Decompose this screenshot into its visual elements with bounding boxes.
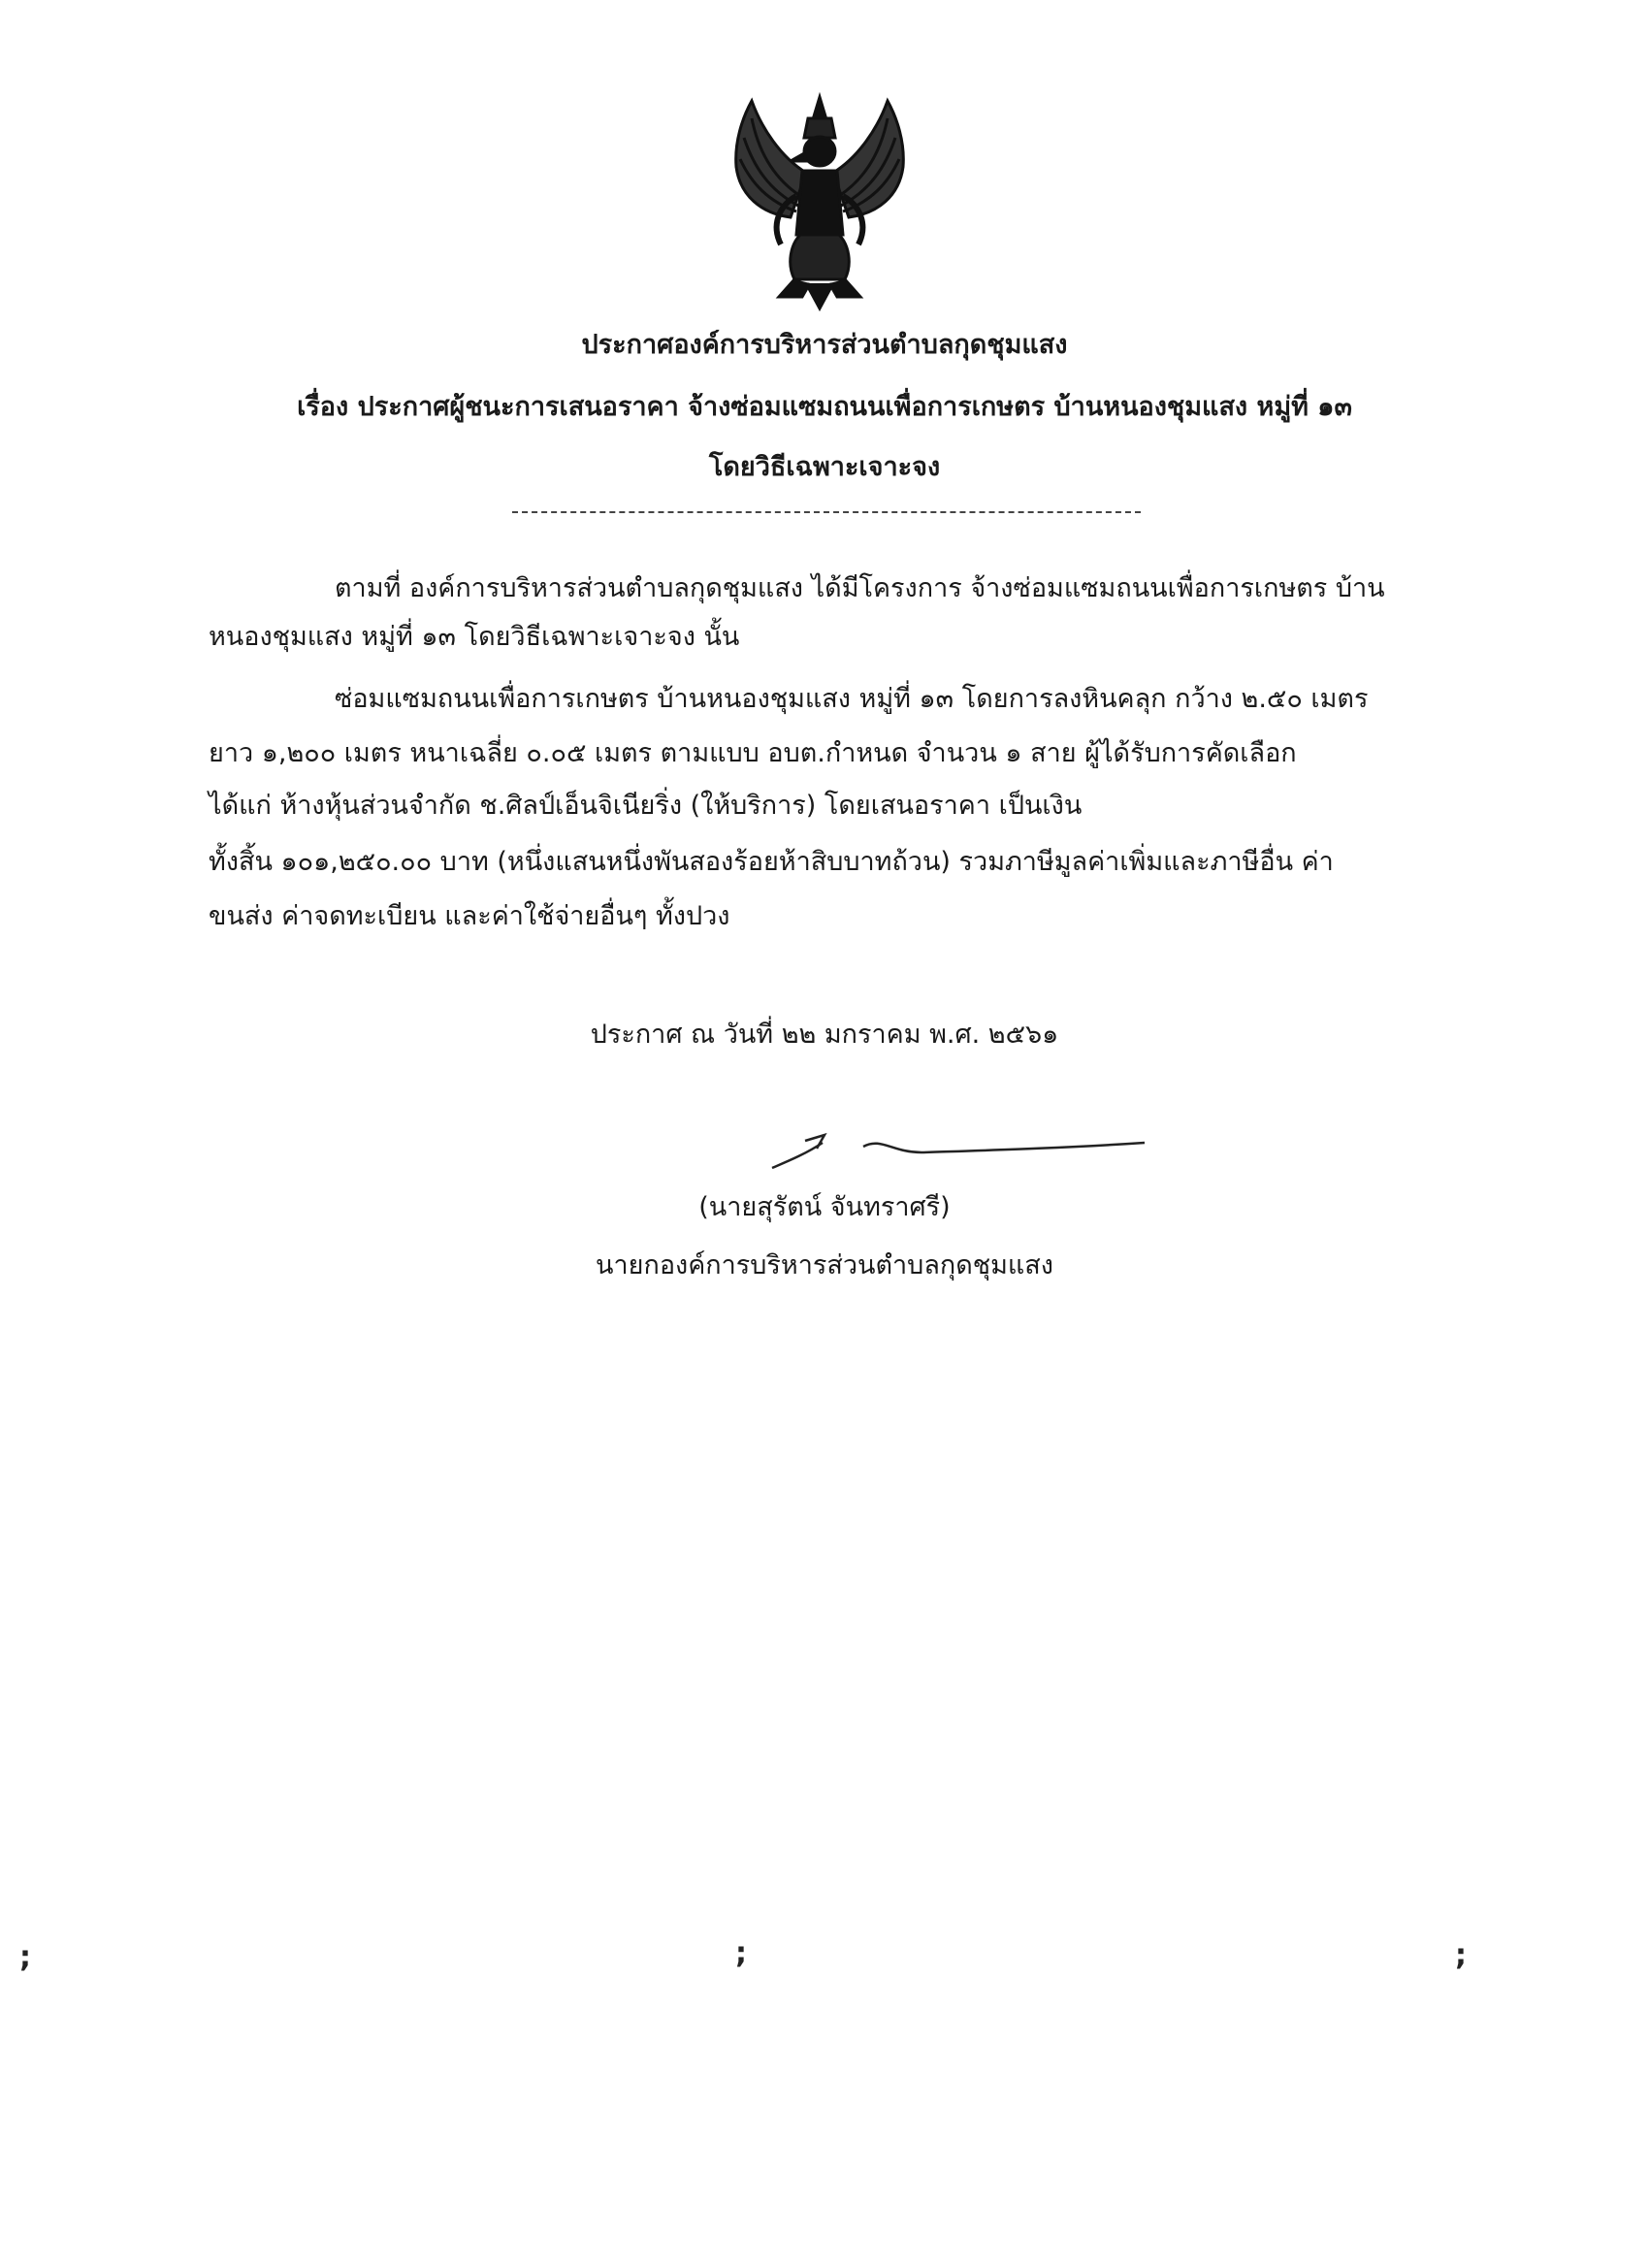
announce-date: ประกาศ ณ วันที่ ๒๒ มกราคม พ.ศ. ๒๕๖๑	[590, 1020, 1059, 1050]
garuda-emblem-icon	[723, 89, 917, 317]
paragraph2-line2: ยาว ๑,๒๐๐ เมตร หนาเฉลี่ย ๐.๐๕ เมตร ตามแบบ อบต.กำหนด จำนวน ๑ สาย ผู้ได้รับการคัดเลือก	[209, 738, 1297, 768]
announcement-method: โดยวิธีเฉพาะเจาะจง	[708, 452, 941, 482]
announcement-title: ประกาศองค์การบริหารส่วนตำบลกุดชุมแสง	[581, 330, 1068, 360]
handwritten-signature-icon	[766, 1125, 1154, 1183]
signer-name: (นายสุรัตน์ จันทราศรี)	[698, 1192, 951, 1222]
margin-mark-left: ;	[19, 1940, 31, 1974]
announcement-subject: เรื่อง ประกาศผู้ชนะการเสนอราคา จ้างซ่อมแซมถนนเพื่อการเกษตร บ้านหนองชุมแสง หมู่ที่ ๑๓	[297, 392, 1352, 422]
paragraph1-line1: ตามที่ องค์การบริหารส่วนตำบลกุดชุมแสง ได้มีโครงการ จ้างซ่อมแซมถนนเพื่อการเกษตร บ้าน	[335, 573, 1385, 603]
margin-mark-right: ;	[1455, 1938, 1467, 1972]
header-divider	[512, 511, 1141, 513]
signer-position: นายกองค์การบริหารส่วนตำบลกุดชุมแสง	[596, 1250, 1053, 1280]
paragraph2-line5: ขนส่ง ค่าจดทะเบียน และค่าใช้จ่ายอื่นๆ ทั้งปวง	[209, 901, 730, 931]
paragraph2-line3: ได้แก่ ห้างหุ้นส่วนจำกัด ช.ศิลป์เอ็นจิเนียริ่ง (ให้บริการ) โดยเสนอราคา เป็นเงิน	[209, 791, 1083, 821]
paragraph2-line4: ทั้งสิ้น ๑๐๑,๒๕๐.๐๐ บาท (หนึ่งแสนหนึ่งพันสองร้อยห้าสิบบาทถ้วน) รวมภาษีมูลค่าเพิ่มและภาษีอื่น ค่า	[209, 847, 1334, 877]
paragraph2-line1: ซ่อมแซมถนนเพื่อการเกษตร บ้านหนองชุมแสง หมู่ที่ ๑๓ โดยการลงหินคลุก กว้าง ๒.๕๐ เมตร	[335, 684, 1369, 714]
paragraph1-line2: หนองชุมแสง หมู่ที่ ๑๓ โดยวิธีเฉพาะเจาะจง นั้น	[209, 622, 740, 652]
margin-mark-center: ;	[735, 1936, 747, 1970]
